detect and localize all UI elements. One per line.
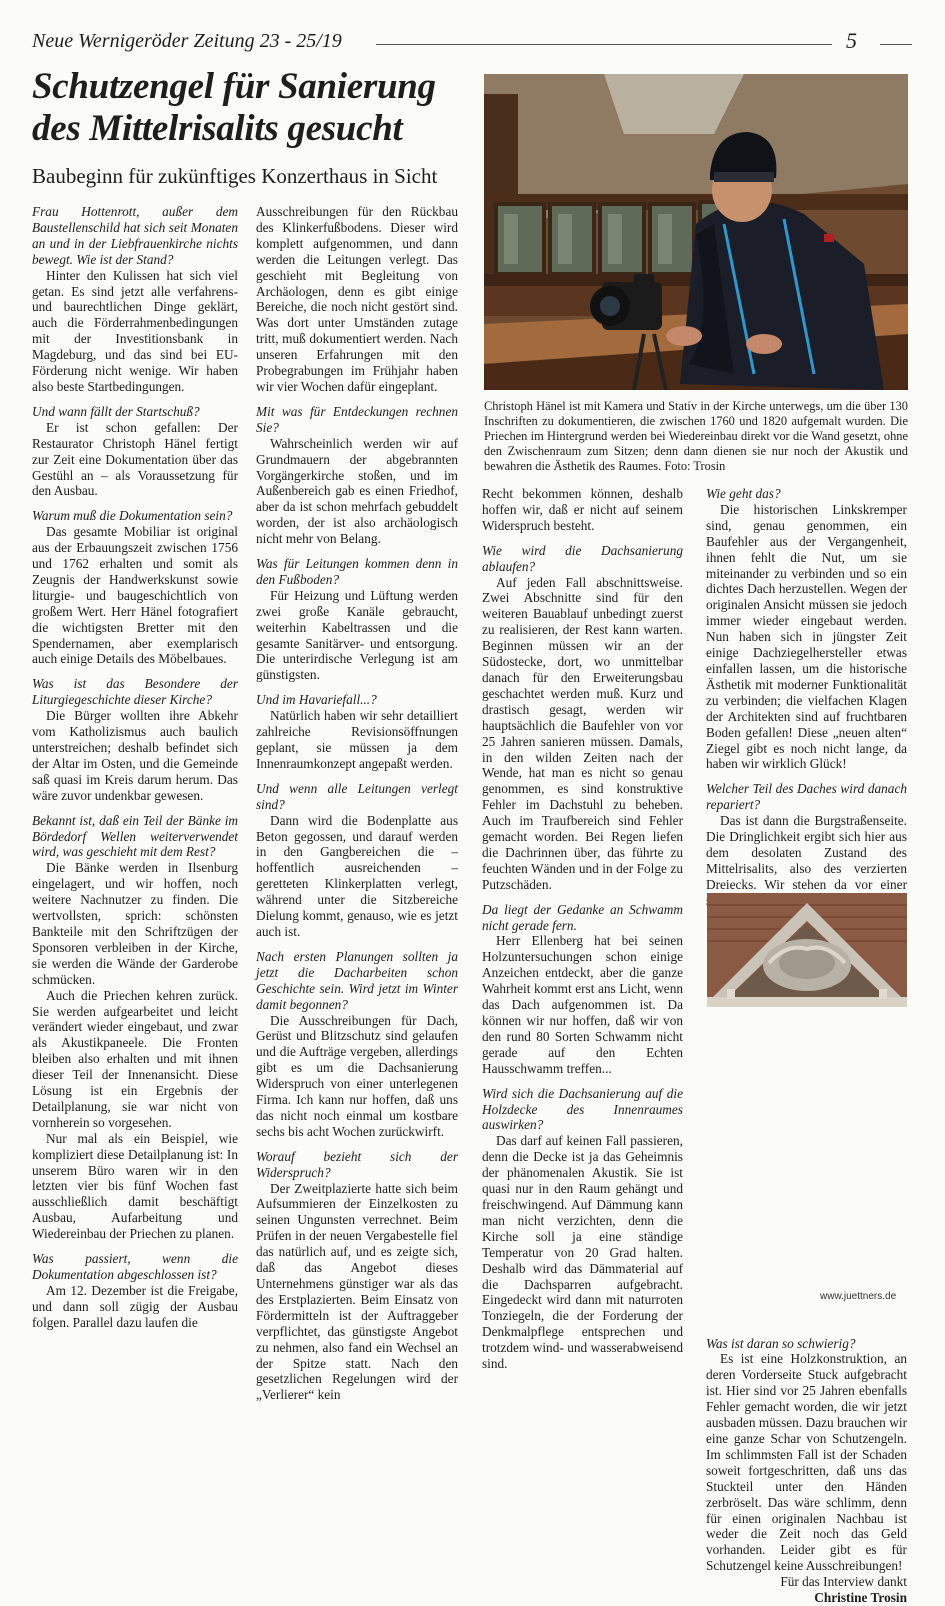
interview-answer: Natürlich haben wir sehr detailliert zahlreiche Revisionsöffnungen geplant, sie müssen ja dem Innenraumkonzept angepaßt werden. [256, 708, 458, 771]
interview-question: Was für Leitungen kommen denn in den Fußboden? [256, 556, 458, 587]
headline-line-2: des Mittelrisalits gesucht [32, 108, 403, 149]
interview-answer: Für Heizung und Lüftung werden zwei große Kanäle gebraucht, weiterhin Kabeltrassen und die gesamte Sanitärver- und entsorgung. Die unterirdische Verlegung ist am günstigsten. [256, 587, 458, 683]
interview-answer: Die Bänke werden in Ilsenburg eingelagert, und wir hoffen, noch weitere Nachnutzer zu finden. Die wertvollsten, sprich: schönsten Bankteile mit den Schriftzügen der Sponsoren verbleiben in der Kirche, sie werden die Wände der Garderobe schmücken. [32, 860, 238, 987]
interview-signoff: Für das Interview dankt [780, 1574, 907, 1590]
interview-question: Frau Hottenrott, außer dem Baustellenschild hat sich seit Monaten an und in der Liebfrauenkirche nichts bewegt. Wie ist der Stand? [32, 204, 238, 267]
photo-caption [484, 399, 908, 474]
interview-question: Was ist das Besondere der Liturgiegeschichte dieser Kirche? [32, 676, 238, 708]
masthead-rule-right [880, 44, 912, 45]
interview-answer: Die historischen Linkskremper sind, genau genommen, ein Baufehler aus der Vergangenheit, ihnen fehlt die Nut, um sie miteinander zu verbinden und so ein dichtes Dach herzustellen. Wegen der originalen Ansicht müssen sie jedoch immer wieder eingebaut werden. Nun haben sich in jüngster Zeit einige Dachziegelhersteller etwas einfallen lassen, um die historische Ästhetik mit moderner Funktionalität zu verbinden; die vielfachen Klagen der Architekten sind auf fruchtbaren Boden gefallen! Diese „neuen alten“ Ziegel gibt es noch nicht lange, da haben wir wirklich Glück! [706, 501, 907, 772]
author-name: Christine Trosin [814, 1590, 907, 1606]
masthead-rule [376, 44, 832, 45]
interview-answer: Dann wird die Bodenplatte aus Beton gegossen, und darauf werden in den Gangbereichen die – hoffentlich ausreichenden – geretteten Klinkerplatten verlegt, während unter die Sitzbereiche Dielung kommt, genauso, wie es jetzt auch ist. [256, 812, 458, 939]
interview-answer: Die Bürger wollten ihre Abkehr vom Katholizismus auch baulich unterstreichen; deshalb befindet sich der Altar im Osten, und die Gemeinde saß quasi im Kreis darum herum. Das wäre zuvor undenkbar gewesen. [32, 708, 238, 803]
interview-answer: Es ist eine Holzkonstruktion, an deren Vorderseite Stuck aufgebracht ist. Hier sind vor 25 Jahren ebenfalls Fehler gemacht worden, die wir jetzt ausbaden müssen. Dazu brauchen wir eine ganze Schar von Schutzengeln. Im schlimmsten Fall ist der Schaden soweit fortgeschritten, daß uns das Stuckteil unter den Händen zerbröselt. Das wäre schlimm, denn für einen originalen Nachbau ist weder die Zeit noch das Geld vorhanden. Leider gibt es für Schutzengel keine Ausschreibungen! [706, 1351, 907, 1574]
interview-answer: Ausschreibungen für den Rückbau des Klinkerfußbodens. Dieser wird komplett aufgenommen, und dann werden die Leitungen verlegt. Das geschieht mit Begleitung von Archäologen, denn es gibt einige Bereiche, die noch nicht gestört sind. Was dort unter Umständen zutage tritt, muß dokumentiert werden. Nach unseren Erfahrungen mit den Probegrabungen im Frühjahr haben wir vier Wochen dafür eingeplant. [256, 204, 458, 394]
photo-stucco-pediment [707, 893, 907, 1007]
interview-answer: Das darf auf keinen Fall passieren, denn die Decke ist ja das Geheimnis der phänomenalen Akustik. Sie ist quasi nur in den Raum gehängt und freischwingend. Auf Dämmung kann man nicht verzichten, denn die Kirche soll ja eine ständige Temperatur von 20 Grad halten. Deshalb wird das Dämmaterial auf die Dachsparren aufgebracht. Eingedeckt wird dann mit naturroten Tonziegeln, die der Forderung der Denkmalpflege entsprechen und trotzdem wind- und wasserabweisend sind. [482, 1133, 683, 1372]
interview-answer: Der Zweitplazierte hatte sich beim Aufsummieren der Einzelkosten zu seinen Ungunsten verrechnet. Beim Prüfen in der neuen Vergabestelle fiel das natürlich auf, und es zeigte sich, daß das Angebot dieses Unternehmens günstiger war als das des Erstplazierten. Beim Einsatz von Fördermitteln ist der Auftraggeber verpflichtet, das günstigste Angebot zu nehmen, also fand ein Wechsel an der Spitze statt. Nach den gesetzlichen Regelungen wird der „Verlierer“ kein [256, 1180, 458, 1403]
interview-answer: Er ist schon gefallen: Der Restaurator Christoph Hänel fertigt zur Zeit eine Dokumentation über das Gestühl an – als Voraussetzung für den Ausbau. [32, 419, 238, 499]
text-column-4 [706, 486, 907, 1606]
interview-answer: Das gesamte Mobiliar ist original aus der Erbauungszeit zwischen 1756 und 1762 erhalten und somit als Zeugnis der Handwerkskunst sowie liturgie- und baugeschichtlich von großem Wert. Herr Hänel fotografiert die wichtigsten Bretter mit den Spendernamen, aber exemplarisch auch einige Details des Möbelbaues. [32, 524, 238, 667]
stucco-gable-photo [707, 893, 907, 1007]
page-number: 5 [846, 28, 857, 53]
interview-question: Nach ersten Planungen sollten ja jetzt die Dacharbeiten schon Geschichte sein. Wird jetzt im Winter damit begonnen? [256, 948, 458, 1012]
column-4-top [706, 486, 907, 909]
photo-credit: Foto: Trosin [664, 458, 726, 473]
article-subhead: Baubeginn für zukünftiges Konzerthaus in Sicht [32, 164, 438, 188]
column-4-bottom [706, 1336, 907, 1575]
text-column-1 [32, 204, 238, 1331]
interview-answer: Das ist dann die Burgstraßenseite. Die Dringlichkeit ergibt sich hier aus dem desolaten Zustand des Mittelrisalits, also des verzierten Dreiecks. Wir stehen da vor einer [706, 813, 907, 892]
headline-line-1: Schutzengel für Sanierung [32, 66, 436, 107]
interview-answer: Nur mal als ein Beispiel, wie kompliziert diese Detailplanung ist: In unserem Büro waren wir in den letzten vier bis fünf Wochen fast ausschließlich damit beschäftigt Ausbau, Aufarbeitung und Wiedereinbau der Priechen zu planen. [32, 1130, 238, 1242]
interview-question: Und im Havariefall...? [256, 692, 377, 708]
interview-question: Bekannt ist, daß ein Teil der Bänke im Bördedorf Wellen weiterverwendet wird, was geschieht mit dem Rest? [32, 812, 238, 860]
article-headline [32, 66, 472, 150]
interview-answer: Wahrscheinlich werden wir auf Grundmauern der abgebrannten Vorgängerkirche stoßen, und im Außenbereich gab es einen Friedhof, aber da ist schon mehrfach gebuddelt worden, der ist also archäologisch nicht mehr von Belang. [256, 435, 458, 547]
interview-question: Wie geht das? [706, 486, 781, 501]
interview-question: Wird sich die Dachsanierung auf die Holzdecke des Innenraumes auswirken? [482, 1085, 683, 1133]
text-column-3 [482, 486, 683, 1372]
interview-answer: Die Ausschreibungen für Dach, Gerüst und Blitzschutz sind gelaufen und die Aufträge vergeben, allerdings gibt es um die Dachsanierung Widerspruch von einer unterlegenen Firma. Ich kann nur hoffen, daß uns das nicht noch einmal um kostbare sechs bis acht Wochen zurückwirft. [256, 1012, 458, 1139]
interview-question: Da liegt der Gedanke an Schwamm nicht gerade fern. [482, 901, 683, 933]
interview-question: Und wann fällt der Startschuß? [32, 403, 200, 419]
caption-text: Christoph Hänel ist mit Kamera und Stativ in der Kirche unterwegs, um die über 130 Inschriften zu dokumentieren, die zwischen 1760 und 1820 aufgemalt wurden. Die Priechen im Hintergrund werden bei Wiedereinbau direkt vor die Wand gesetzt, ohne den Zwischenraum zum Sitzen; denn dann dienen sie nur noch der Akustik und bewahren die Ästhetik des Raumes. [484, 399, 908, 473]
photo-restorer-with-camera [484, 74, 908, 390]
interview-answer: Auch die Priechen kehren zurück. Sie werden aufgearbeitet und leicht verändert wieder eingebaut, und zwar als Akustikpaneele. Die Fronten bleiben also erhalten und mit ihnen dieser Teil der Innenansicht. Diese Lösung ist ein Ergebnis der Detailplanung, sie war nicht von vornherein so vorgesehen. [32, 987, 238, 1130]
interview-answer: Auf jeden Fall abschnittsweise. Zwei Abschnitte sind für den weiteren Bauablauf unbedingt zuerst zu realisieren, der Rest kann warten. Beginnen müssen wir an der Südostecke, dort, wo unmittelbar danach für den Erweiterungsbau geschachtet werden muß. Kurz und drastisch gesagt, werden wir hauptsächlich die Baufehler von vor 25 Jahren sanieren müssen. Damals, in den wilden Zeiten nach der Wende, hat man es nicht so genau genommen, es sind konstruktive Fehler im Dachstuhl zu beheben. Auch im Traufbereich sind Fehler gemacht worden. Bei Regen liefen die Dachrinnen über, das führte zu feuchten Wänden und in der Folge zu Putzschäden. [482, 574, 683, 892]
interview-question: Was passiert, wenn die Dokumentation abgeschlossen ist? [32, 1251, 238, 1282]
interview-question: Warum muß die Dokumentation sein? [32, 508, 233, 524]
masthead [32, 28, 912, 58]
interview-answer: Hinter den Kulissen hat sich viel getan. Es sind jetzt alle verfahrens- und baurechtlichen Dinge geklärt, auch die Förderrahmenbedingungen mit der Investitionsbank in Magdeburg, und das sind bei EU-Förderung nicht wenige. Wir haben also beste Startbedingungen. [32, 267, 238, 394]
interview-question: Worauf bezieht sich der Widerspruch? [256, 1148, 458, 1180]
interview-question: Welcher Teil des Daches wird danach repariert? [706, 781, 907, 813]
website-footer: www.juettners.de [820, 1291, 897, 1302]
interview-answer: Am 12. Dezember ist die Freigabe, und dann soll zügig der Ausbau folgen. Parallel dazu laufen die [32, 1282, 238, 1330]
interview-answer: Recht bekommen können, deshalb hoffen wir, daß er nicht auf seinem Widerspruch besteht. [482, 486, 683, 533]
interview-question: Wie wird die Dachsanierung ablaufen? [482, 542, 683, 574]
interview-question: Mit was für Entdeckungen rechnen Sie? [256, 403, 458, 435]
interview-answer: Herr Ellenberg hat bei seinen Holzuntersuchungen schon einige Anzeichen entdeckt, aber die ganze Wahrheit kommt erst ans Licht, wenn das Dach aufgenommen ist. Da können wir nur hoffen, daß wir von den rund 80 Sorten Schwamm nicht gerade auf den Echten Hausschwamm treffen... [482, 933, 683, 1076]
interview-question: Und wenn alle Leitungen verlegt sind? [256, 780, 458, 812]
newspaper-title: Neue Wernigeröder Zeitung 23 - 25/19 [32, 30, 342, 52]
text-column-2 [256, 204, 458, 1403]
church-photo [484, 74, 908, 390]
interview-question: Was ist daran so schwierig? [706, 1335, 856, 1351]
